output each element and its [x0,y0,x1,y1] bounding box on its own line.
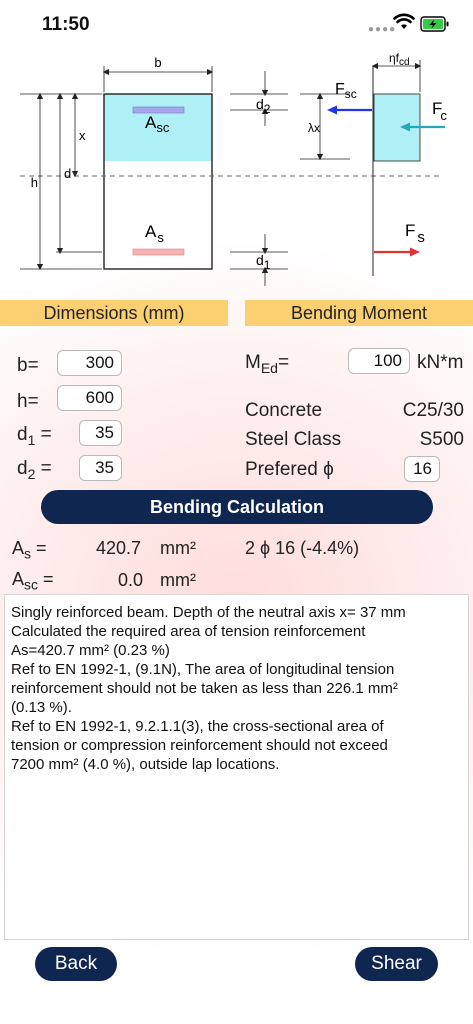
b-input[interactable]: 300 [57,350,122,376]
steel-class-label: Steel Class [245,429,342,450]
as-bar-arrangement: 2 ϕ 16 (-4.4%) [245,538,360,558]
back-button[interactable]: Back [35,947,117,981]
as-result-value: 420.7 [96,538,142,558]
cellular-signal-icon: ●●●● [368,24,397,35]
output-line: Ref to EN 1992-1, (9.1N), The area of longitudinal tension [11,661,395,678]
concrete-label: Concrete [245,400,323,421]
eta-fcd-label: $\eta f_{cd}$ [389,51,410,68]
dimensions-header: Dimensions (mm) [0,300,228,326]
d1-label: $d_1$ = [17,424,52,448]
output-line: reinforcement should not be taken as less than 226.1 mm² [11,680,398,697]
dim-d1-label: d1 [256,252,271,272]
steel-class-select[interactable]: S500 [419,429,464,450]
status-time: 11:50 [42,14,90,35]
med-input[interactable]: 100 [348,348,410,374]
tension-bar [133,249,184,255]
output-line: Calculated the required area of tension reinforcement [11,623,366,640]
prefered-phi-label: Prefered ϕ [245,459,334,480]
asc-result-unit: mm² [160,570,196,590]
h-input[interactable]: 600 [57,385,122,411]
battery-charging-icon [420,16,450,32]
h-label: h= [17,391,39,412]
output-line: 7200 mm² (4.0 %), outside lap locations. [11,756,280,773]
output-line: tension or compression reinforcement should not exceed [11,737,388,754]
d2-input[interactable]: 35 [79,455,122,481]
bending-moment-header: Bending Moment [245,300,473,326]
lambda-x-label: λx [308,121,320,135]
wifi-icon [393,13,415,31]
beam-section-diagram [0,46,473,296]
fsc-label: $F_{sc}$ [335,81,357,101]
dim-h-label: h [30,175,38,190]
as-label: $A_s$ [145,222,164,245]
output-line: Ref to EN 1992-1, 9.2.1.1(3), the cross-sectional area of [11,718,384,735]
bending-calculation-button[interactable]: Bending Calculation [41,490,433,524]
med-unit: kN*m [417,352,464,373]
fs-label: F s [405,221,425,246]
prefered-phi-input[interactable]: 16 [404,456,440,482]
concrete-select[interactable]: C25/30 [402,400,464,421]
asc-label: $A_{sc}$ [145,113,170,135]
dim-d2-label: d2 [256,96,271,116]
output-line: As=420.7 mm² (0.23 %) [11,642,170,659]
as-result-unit: mm² [160,538,196,558]
d1-input[interactable]: 35 [79,420,122,446]
output-line: (0.13 %). [11,699,72,716]
dim-x-label: x [79,128,86,143]
dim-d-label: d [64,166,72,181]
d2-label: $d_2$ = [17,458,52,482]
output-line: Singly reinforced beam. Depth of the neutral axis x= 37 mm [11,604,406,621]
fc-label: Fc [432,99,447,123]
asc-result-value: 0.0 [118,570,144,590]
as-result-label: $A_s$ = [12,538,47,562]
compression-bar [133,107,184,113]
calculation-output-textbox[interactable] [4,594,469,940]
dim-b-label: b [154,55,162,70]
asc-result-label: $A_{sc}$ = [12,569,54,593]
med-label: $M_{Ed}=$ [245,352,290,376]
b-label: b= [17,355,39,376]
shear-button[interactable]: Shear [355,947,438,981]
